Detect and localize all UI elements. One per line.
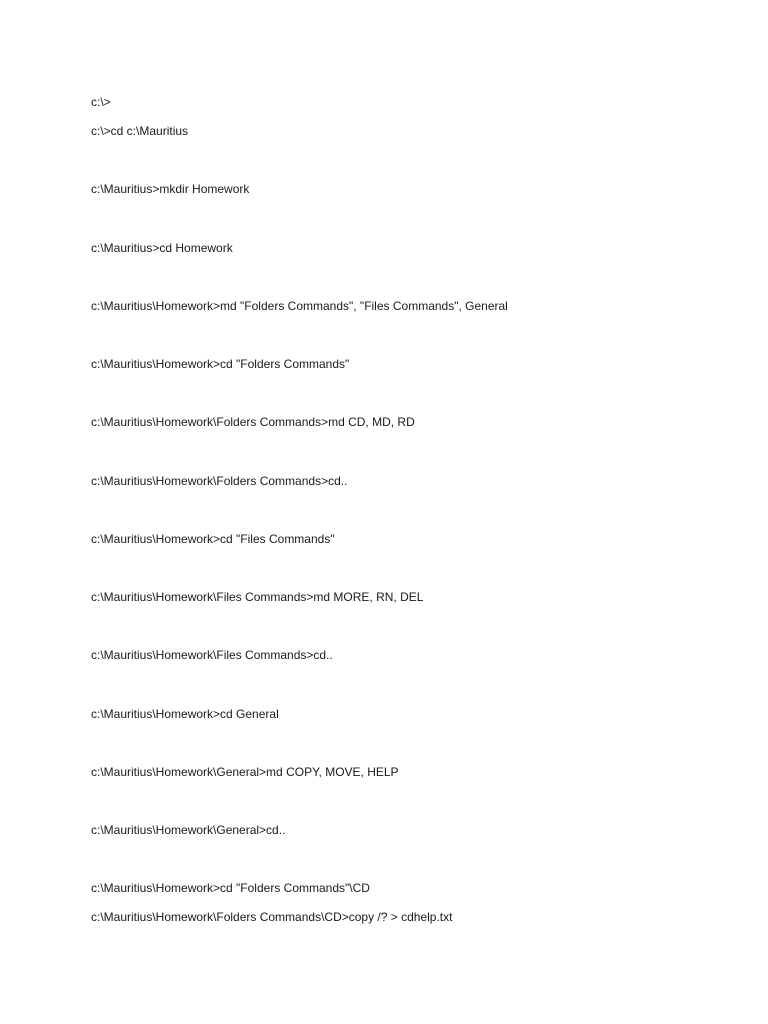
command-line: c:\Mauritius\Homework>cd "Files Commands" <box>91 532 335 546</box>
command-line: c:\> <box>91 95 111 109</box>
command-line: c:\Mauritius\Homework\Folders Commands>md CD, MD, RD <box>91 415 415 429</box>
command-line: c:\Mauritius\Homework>cd General <box>91 707 279 721</box>
command-line: c:\Mauritius\Homework>cd "Folders Commands" <box>91 357 350 371</box>
command-line: c:\Mauritius\Homework\General>cd.. <box>91 823 286 837</box>
command-line: c:\Mauritius>mkdir Homework <box>91 182 250 196</box>
command-line: c:\Mauritius\Homework\Files Commands>md MORE, RN, DEL <box>91 590 424 604</box>
command-line: c:\Mauritius\Homework\Files Commands>cd.. <box>91 648 333 662</box>
command-line: c:\Mauritius\Homework>md "Folders Commands", "Files Commands", General <box>91 299 508 313</box>
command-line: c:\Mauritius\Homework>cd "Folders Commands"\CD <box>91 881 370 895</box>
command-line: c:\Mauritius\Homework\General>md COPY, MOVE, HELP <box>91 765 399 779</box>
command-line: c:\>cd c:\Mauritius <box>91 124 189 138</box>
command-line: c:\Mauritius>cd Homework <box>91 241 233 255</box>
command-line: c:\Mauritius\Homework\Folders Commands\CD>copy /? > cdhelp.txt <box>91 910 453 924</box>
command-line: c:\Mauritius\Homework\Folders Commands>cd.. <box>91 474 348 488</box>
